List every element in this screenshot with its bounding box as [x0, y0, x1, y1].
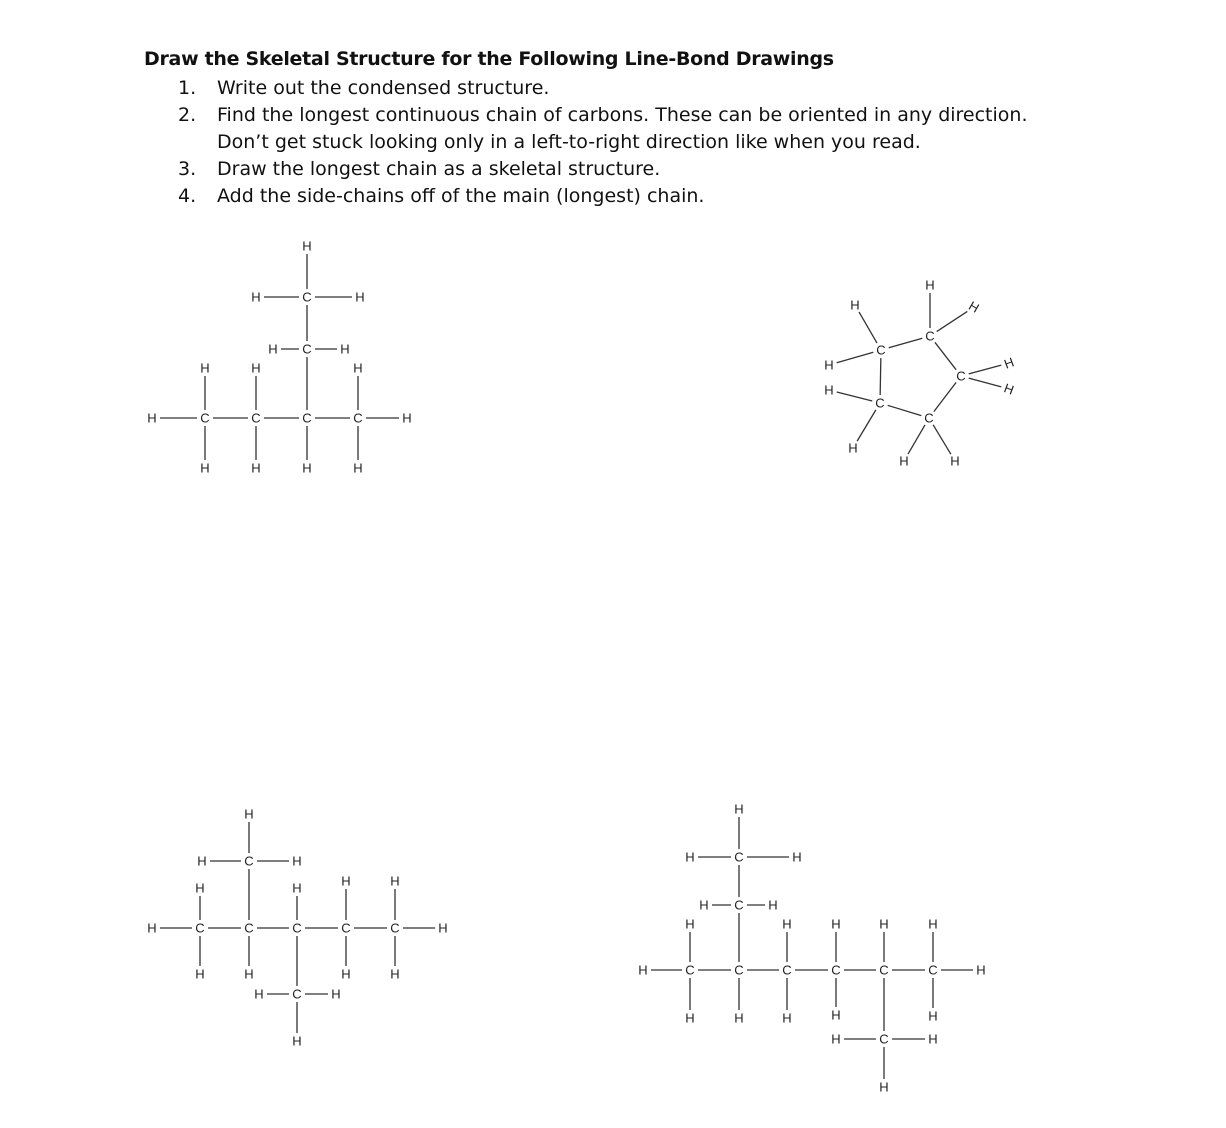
- hydrogen-atom-label: H: [1002, 380, 1016, 398]
- carbon-atom-label: C: [879, 962, 889, 978]
- step-number: 4.: [178, 185, 197, 207]
- carbon-atom-label: C: [734, 897, 744, 913]
- hydrogen-atom-label: H: [685, 849, 695, 865]
- molecule-4: [638, 802, 985, 1095]
- hydrogen-atom-label: H: [792, 849, 802, 865]
- hydrogen-atom-label: H: [824, 382, 834, 398]
- step-text: Draw the longest chain as a skeletal structure.: [217, 158, 661, 180]
- carbon-atom-label: C: [195, 920, 205, 936]
- molecule-2: [824, 278, 1016, 469]
- hydrogen-atom-label: H: [251, 460, 261, 476]
- hydrogen-atom-label: H: [197, 853, 207, 869]
- step-number: 3.: [178, 158, 197, 180]
- hydrogen-atom-label: H: [302, 238, 312, 254]
- step-number: 1.: [178, 77, 197, 99]
- hydrogen-atom-label: H: [302, 460, 312, 476]
- hydrogen-atom-label: H: [147, 920, 157, 936]
- hydrogen-atom-label: H: [925, 277, 935, 293]
- step-text: Write out the condensed structure.: [217, 77, 550, 99]
- carbon-atom-label: C: [734, 962, 744, 978]
- hydrogen-atom-label: H: [879, 916, 889, 932]
- carbon-atom-label: C: [302, 410, 312, 426]
- hydrogen-atom-label: H: [850, 297, 860, 313]
- hydrogen-atom-label: H: [848, 440, 858, 456]
- carbon-atom-label: C: [292, 920, 302, 936]
- hydrogen-atom-label: H: [292, 1033, 302, 1049]
- hydrogen-atom-label: H: [438, 920, 448, 936]
- hydrogen-atom-label: H: [244, 966, 254, 982]
- bond-line: [969, 365, 1002, 374]
- hydrogen-atom-label: H: [685, 1010, 695, 1026]
- page-title: Draw the Skeletal Structure for the Following Line-Bond Drawings: [144, 48, 834, 70]
- carbon-atom-label: C: [782, 962, 792, 978]
- hydrogen-atom-label: H: [390, 966, 400, 982]
- molecule-3: [147, 807, 447, 1049]
- carbon-atom-label: C: [928, 962, 938, 978]
- hydrogen-atom-label: H: [341, 873, 351, 889]
- carbon-atom-label: C: [390, 920, 400, 936]
- hydrogen-atom-label: H: [1002, 354, 1016, 372]
- step-text: Find the longest continuous chain of carbons. These can be oriented in any direction. Don’t get stuck looking only in a left-to-right direction like when you read.: [217, 104, 1028, 153]
- step-text: Add the side-chains off of the main (longest) chain.: [217, 185, 705, 207]
- hydrogen-atom-label: H: [268, 341, 278, 357]
- bond-line: [933, 425, 951, 454]
- hydrogen-atom-label: H: [353, 460, 363, 476]
- bond-line: [859, 312, 877, 343]
- carbon-atom-label: C: [302, 289, 312, 305]
- hydrogen-atom-label: H: [292, 880, 302, 896]
- hydrogen-atom-label: H: [928, 1031, 938, 1047]
- hydrogen-atom-label: H: [685, 916, 695, 932]
- carbon-atom-label: C: [924, 410, 934, 426]
- carbon-atom-label: C: [302, 341, 312, 357]
- bond-line: [837, 392, 872, 401]
- hydrogen-atom-label: H: [355, 289, 365, 305]
- hydrogen-atom-label: H: [251, 289, 261, 305]
- bond-line: [889, 338, 923, 348]
- carbon-atom-label: C: [876, 342, 886, 358]
- step-number: 2.: [178, 104, 197, 126]
- carbon-atom-label: C: [734, 849, 744, 865]
- hydrogen-atom-label: H: [341, 966, 351, 982]
- hydrogen-atom-label: H: [824, 357, 834, 373]
- hydrogen-atom-label: H: [340, 341, 350, 357]
- carbon-atom-label: C: [879, 1031, 889, 1047]
- hydrogen-atom-label: H: [928, 1008, 938, 1024]
- carbon-atom-label: C: [200, 410, 210, 426]
- bond-line: [937, 311, 968, 331]
- hydrogen-atom-label: H: [251, 360, 261, 376]
- hydrogen-atom-label: H: [831, 1007, 841, 1023]
- bond-line: [934, 382, 956, 411]
- hydrogen-atom-label: H: [254, 986, 264, 1002]
- bond-line: [837, 352, 874, 363]
- bond-line: [888, 405, 922, 415]
- hydrogen-atom-label: H: [390, 873, 400, 889]
- hydrogen-atom-label: H: [879, 1079, 889, 1095]
- carbon-atom-label: C: [925, 328, 935, 344]
- bond-line: [908, 425, 925, 454]
- hydrogen-atom-label: H: [200, 360, 210, 376]
- hydrogen-atom-label: H: [768, 897, 778, 913]
- hydrogen-atom-label: H: [950, 453, 960, 469]
- carbon-atom-label: C: [353, 410, 363, 426]
- hydrogen-atom-label: H: [402, 410, 412, 426]
- hydrogen-atom-label: H: [195, 966, 205, 982]
- hydrogen-atom-label: H: [331, 986, 341, 1002]
- bond-line: [969, 378, 1002, 387]
- carbon-atom-label: C: [831, 962, 841, 978]
- carbon-atom-label: C: [292, 986, 302, 1002]
- hydrogen-atom-label: H: [200, 460, 210, 476]
- bond-line: [935, 342, 956, 369]
- hydrogen-atom-label: H: [244, 806, 254, 822]
- hydrogen-atom-label: H: [353, 360, 363, 376]
- carbon-atom-label: C: [341, 920, 351, 936]
- hydrogen-atom-label: H: [831, 1031, 841, 1047]
- carbon-atom-label: C: [875, 395, 885, 411]
- carbon-atom-label: C: [956, 368, 966, 384]
- hydrogen-atom-label: H: [782, 916, 792, 932]
- hydrogen-atom-label: H: [831, 916, 841, 932]
- hydrogen-atom-label: H: [734, 801, 744, 817]
- hydrogen-atom-label: H: [734, 1010, 744, 1026]
- hydrogen-atom-label: H: [195, 880, 205, 896]
- hydrogen-atom-label: H: [638, 962, 648, 978]
- hydrogen-atom-label: H: [928, 916, 938, 932]
- carbon-atom-label: C: [251, 410, 261, 426]
- bond-line: [857, 410, 876, 441]
- hydrogen-atom-label: H: [699, 897, 709, 913]
- molecule-1: [147, 239, 411, 476]
- bond-line: [880, 358, 881, 395]
- hydrogen-atom-label: H: [782, 1010, 792, 1026]
- hydrogen-atom-label: H: [147, 410, 157, 426]
- hydrogen-atom-label: H: [899, 453, 909, 469]
- hydrogen-atom-label: H: [966, 298, 982, 316]
- carbon-atom-label: C: [244, 853, 254, 869]
- carbon-atom-label: C: [685, 962, 695, 978]
- hydrogen-atom-label: H: [976, 962, 986, 978]
- hydrogen-atom-label: H: [292, 853, 302, 869]
- carbon-atom-label: C: [244, 920, 254, 936]
